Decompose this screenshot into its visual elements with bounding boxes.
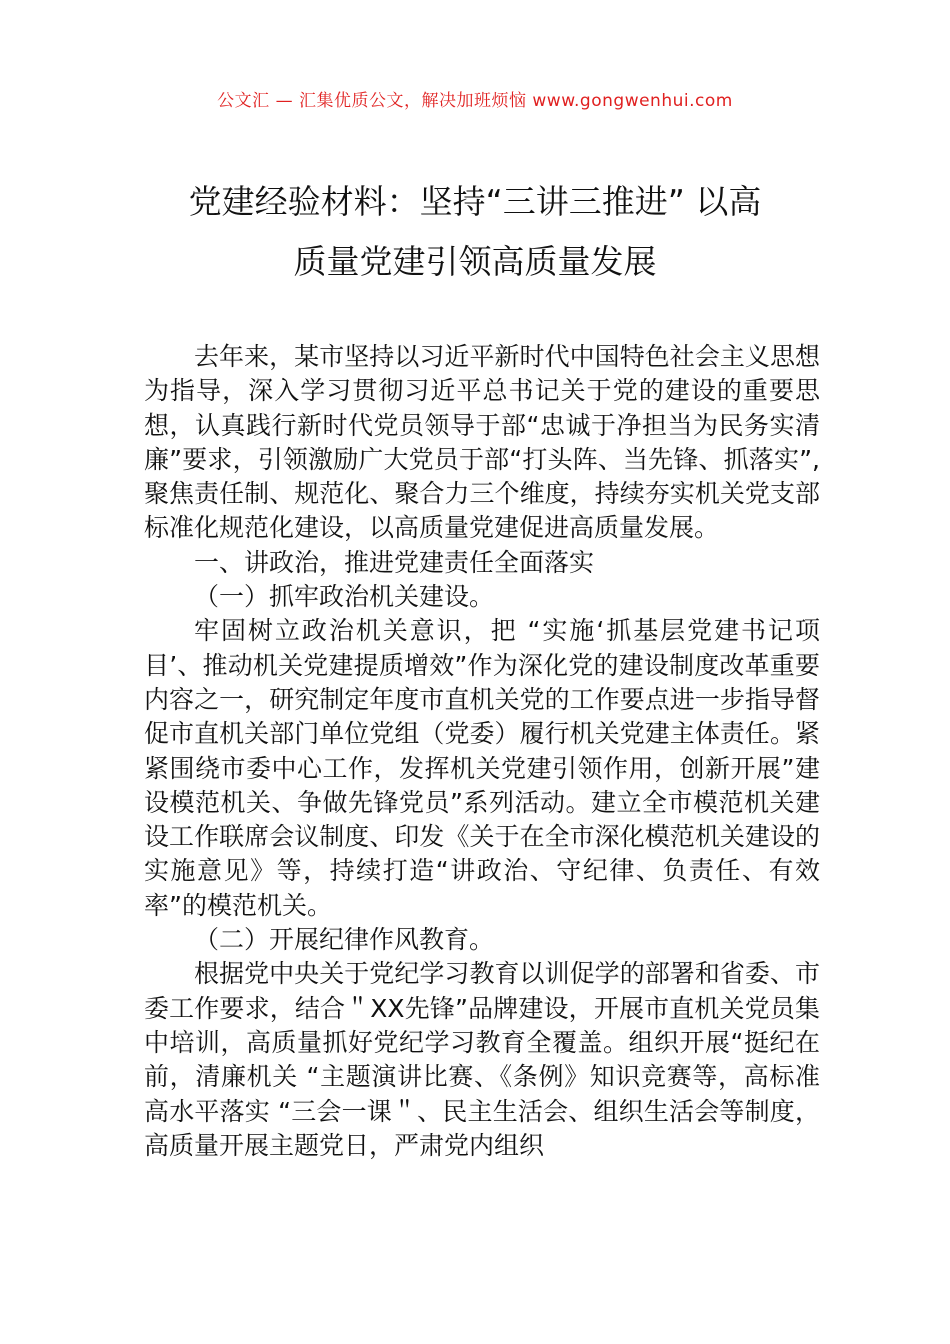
header-watermark: 公文汇 — 汇集优质公文，解决加班烦恼 www.gongwenhui.com xyxy=(217,91,733,111)
subsection-heading-1: （一）抓牢政治机关建设。 xyxy=(194,582,495,612)
paragraph-political-organ: 牢固树立政治机关意识，把 “实施‘抓基层党建书记项目’、推动机关党建提质增效”作为深化党的建设制度改革重要内容之一，研究制定年度市直机关党的工作要点进一步指导督促市直机关部门单位党组（党委）履行机关党建主体责任。紧紧围绕市委中心工作，发挥机关党建引领作用，创新开展”建设模范机关、争做先锋党员”系列活动。建立全市模范机关建设工作联席会议制度、印发《关于在全市深化模范机关建设的实施意见》等，持续打造“讲政治、守纪律、负责任、有效率”的模范机关。 xyxy=(144,616,820,920)
paragraph-intro: 去年来，某市坚持以习近平新时代中国特色社会主义思想为指导，深入学习贯彻习近平总书记关于党的建设的重要思想，认真践行新时代党员领导于部“忠诚于净担当为民务实清廉”要求，引领激励广大党员于部“打头阵、当先锋、抓落实”,聚焦责任制、规范化、聚合力三个维度，持续夯实机关党支部标准化规范化建设，以高质量党建促进高质量发展。 xyxy=(144,342,820,543)
section-heading-1: 一、讲政治，推进党建责任全面落实 xyxy=(194,547,595,577)
title-line-1: 党建经验材料：坚持“三讲三推进” 以高 xyxy=(188,182,762,221)
document-body xyxy=(144,340,820,1163)
document-title xyxy=(120,172,830,292)
subsection-heading-2: （二）开展纪律作风教育。 xyxy=(194,925,495,955)
paragraph-discipline: 根据党中央关于党纪学习教育以训促学的部署和省委、市委工作要求，结合＂XX先锋”品牌建设，开展市直机关党员集中培训，高质量抓好党纪学习教育全覆盖。组织开展“挺纪在前，清廉机关 “主题演讲比赛、《条例》知识竞赛等，高标准高水平落实 “三会一课＂、民主生活会、组织生活会等制度，高质量开展主题党日，严肃党内组织 xyxy=(144,959,820,1160)
title-line-2: 质量党建引领高质量发展 xyxy=(293,242,657,281)
